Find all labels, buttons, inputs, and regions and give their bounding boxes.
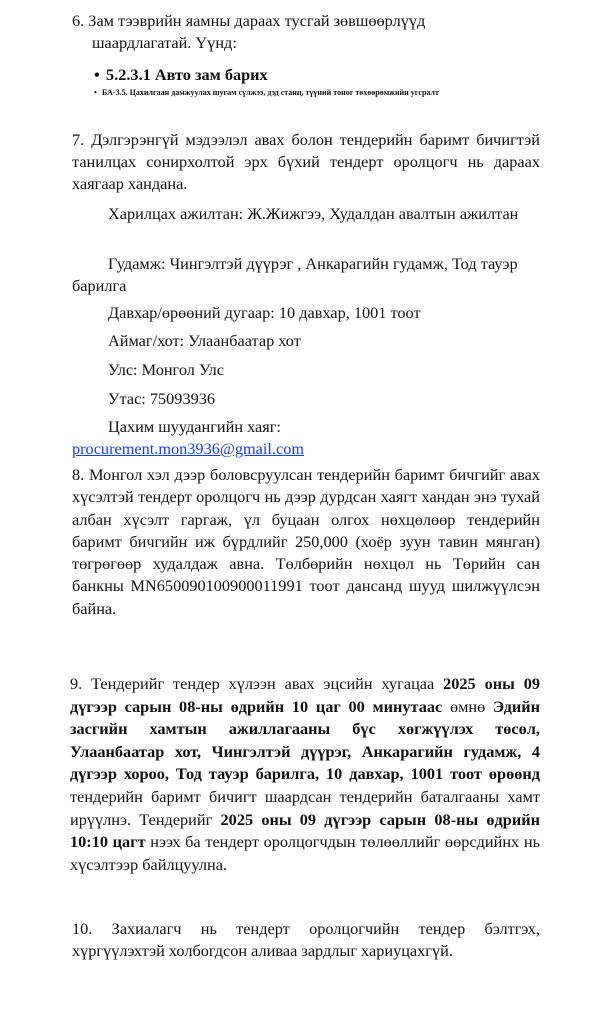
deadline-date: 2025 оны 09 дүгээр сарын 08-ны өдрийн 10 цаг 00 минутаас (70, 674, 540, 716)
email-label: Цахим шуудангийн хаяг: (108, 417, 281, 436)
bullet-icon: • (94, 88, 97, 97)
section-6-line1: 6. Зам тээврийн яамны дараах тусгай зөвшөөрлүүд (72, 11, 426, 30)
section-6 (72, 10, 540, 54)
submission-address: Эдийн засгийн хамтын ажиллагааны бүс хөгжүүлэх төсөл, Улаанбаатар хот, Чингэлтэй дүүрэг, Анкарагийн гудамж, 4 дүгээр хороо, Тод тауэр барилга, 10 давхар, 1001 тоот өрөөнд (70, 696, 540, 784)
bullet-auto-road (94, 64, 554, 86)
section-8-number: 8. (72, 465, 85, 484)
bullet-icon: • (94, 65, 100, 84)
section-7-country: Улс: Монгол Улс (108, 360, 224, 379)
bullet-auto-road-text: 5.2.3.1 Авто зам барих (106, 65, 268, 84)
section-10-number: 10. (72, 919, 93, 938)
section-7-phone: Утас: 75093936 (108, 389, 216, 408)
section-7-street: Гудамж: Чингэлтэй дүүрэг , Анкарагийн гудамж, Тод тауэр барилга (72, 254, 518, 295)
section-7-email (72, 416, 540, 460)
section-7-intro: 7. Дэлгэрэнгүй мэдээлэл авах болон тендерийн баримт бичигтэй танилцах сонирхолтой эрх бүхий тендерт оролцогч нь дараах хаягаар хандана. (72, 130, 540, 193)
section-9: 9. Тендерийг тендер хүлээн авах эцсийн хугацаа 2025 оны 09 дүгээр сарын 08-ны өдрийн 10 цаг 00 минутаас өмнө Эдийн засгийн хамтын ажиллагааны бүс хөгжүүлэх төсөл, Улаанбаатар хот, Чингэлтэй дүүрэг, Анкарагийн гудамж, 4 дүгээр хороо, Тод тауэр барилга, 10 давхар, 1001 тоот өрөөнд тендерийн баримт бичигт шаардсан тендерийн баталгааны хамт ирүүлнэ. Тендерийг 2025 оны 09 дүгээр сарын 08-ны өдрийн 10:10 цагт нээх ба тендерт оролцогчдын төлөөллийг өөрсдийнх нь хүсэлтээр байлцуулна. (70, 674, 540, 874)
bullet-power-line-text: БА-3.5. Цахилгаан дамжуулах шугам сүлжээ, дэд станц, түүний тоног төхөөрөмжийн угсралт (102, 88, 439, 97)
section-10: 10. Захиалагч нь тендерт оролцогчийн тендер бэлтгэх, хүргүүлэхтэй холбогдсон аливаа зардлыг хариуцахгүй. (72, 919, 540, 960)
section-7-city: Аймаг/хот: Улаанбаатар хот (108, 331, 301, 350)
section-6-number: 6. (72, 11, 85, 30)
section-7-floor: Давхар/өрөөний дугаар: 10 давхар, 1001 тоот (108, 303, 421, 322)
bullet-power-line (94, 88, 554, 98)
email-link[interactable]: procurement.mon3936@gmail.com (72, 439, 305, 458)
section-7-number: 7. (72, 130, 85, 149)
section-8: 8. Монгол хэл дээр боловсруулсан тендерийн баримт бичгийг авах хүсэлтэй тендерт оролцогч нь дээр дурдсан хаягт хандан энэ тухай албан хүсэлт гаргаж, үл буцаан олгох нөхцөлөөр тендерийн баримт бичгийн иж бүрдлийг 250,000 (хоёр зуун тавин мянган) төгрөгөөр худалдаж авна. Төлбөрийн нөхцөл нь Төрийн сан банкны MN650090100900011991 тоот дансанд шууд шилжүүлсэн байна. (72, 465, 540, 618)
section-9-number: 9. (70, 674, 83, 693)
opening-date: 2025 оны 09 дүгээр сарын 08-ны өдрийн 10:10 цагт (70, 809, 540, 852)
section-6-line2: шаардлагатай. Үүнд: (92, 33, 237, 52)
section-7-contact: Харилцах ажилтан: Ж.Жижгээ, Худалдан авалтын ажилтан (108, 204, 519, 223)
